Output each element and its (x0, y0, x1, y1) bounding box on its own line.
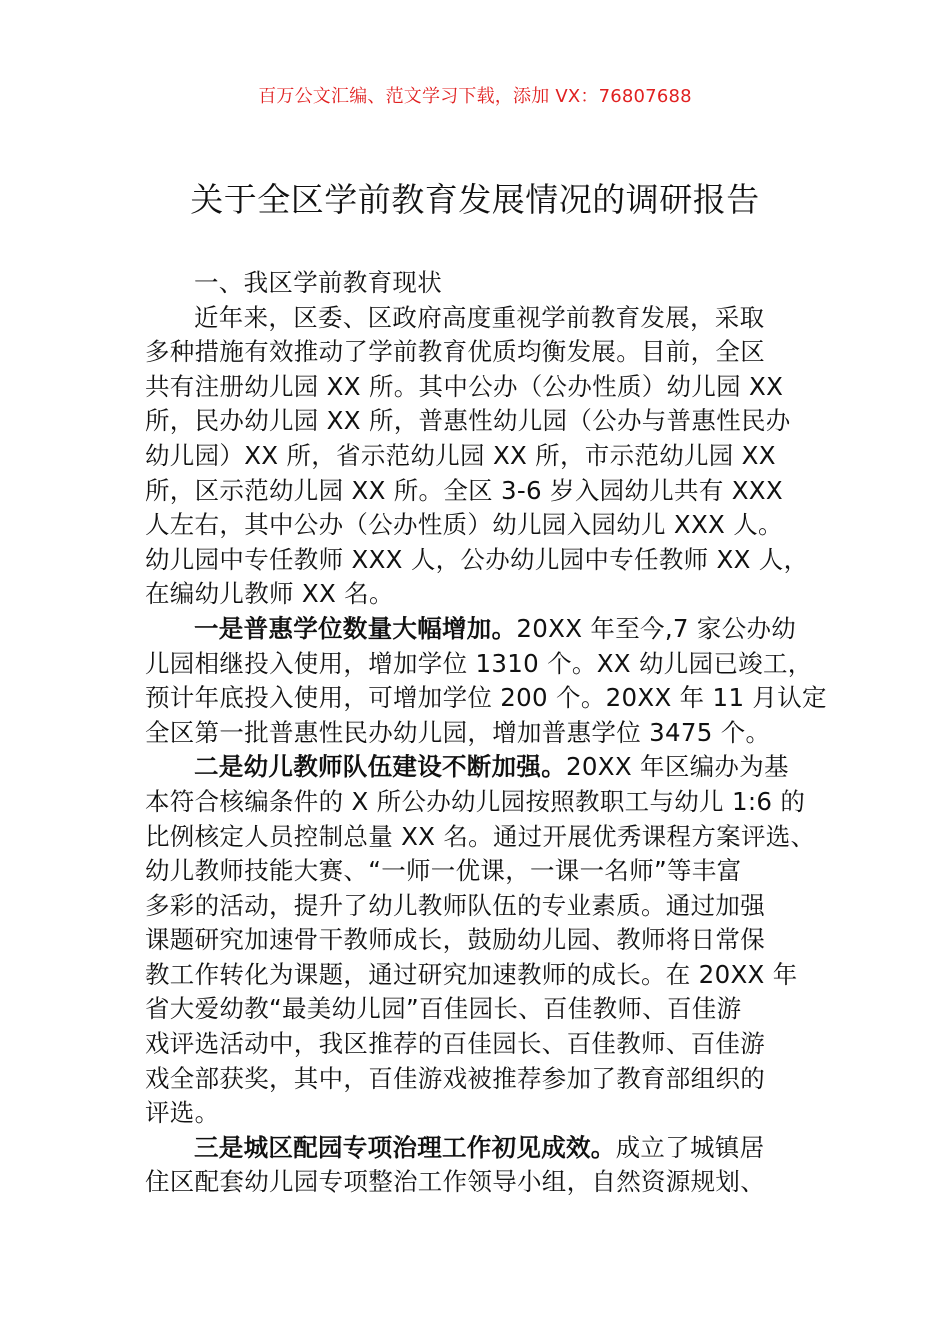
paragraph-line: 幼儿园）XX 所，省示范幼儿园 XX 所，市示范幼儿园 XX (145, 440, 776, 470)
paragraph-line: 近年来，区委、区政府高度重视学前教育发展，采取 (194, 302, 765, 332)
bold-lead: 三是城区配园专项治理工作初见成效。 (194, 1132, 616, 1162)
paragraph-line: 评选。 (145, 1098, 220, 1128)
paragraph-line: 戏全部获奖，其中，百佳游戏被推荐参加了教育部组织的 (145, 1063, 765, 1093)
lead-rest: 20XX 年至今,7 家公办幼 (516, 613, 797, 643)
document-title: 关于全区学前教育发展情况的调研报告 (190, 180, 760, 219)
paragraph-line: 共有注册幼儿园 XX 所。其中公办（公办性质）幼儿园 XX (145, 371, 784, 401)
paragraph-first-line (145, 1131, 817, 1166)
paragraph-line: 多种措施有效推动了学前教育优质均衡发展。目前，全区 (145, 337, 765, 367)
paragraph-line: 幼儿教师技能大赛、“一师一优课，一课一名师”等丰富 (145, 856, 742, 886)
paragraph-first-line (145, 612, 817, 647)
paragraph-line: 多彩的活动，提升了幼儿教师队伍的专业素质。通过加强 (145, 890, 765, 920)
paragraph-line: 人左右，其中公办（公办性质）幼儿园入园幼儿 XXX 人。 (145, 510, 783, 540)
paragraph-line: 戏评选活动中，我区推荐的百佳园长、百佳教师、百佳游 (145, 1029, 765, 1059)
paragraph-first-line (145, 750, 817, 785)
paragraph-line: 教工作转化为课题，通过研究加速教师的成长。在 20XX 年 (145, 959, 798, 989)
paragraph-line: 全区第一批普惠性民办幼儿园，增加普惠学位 3475 个。 (145, 717, 771, 747)
lead-rest: 20XX 年区编办为基 (566, 752, 789, 782)
lead-rest: 成立了城镇居 (615, 1132, 765, 1162)
paragraph-line: 预计年底投入使用，可增加学位 200 个。20XX 年 11 月认定 (145, 683, 827, 713)
watermark-banner: 百万公文汇编、范文学习下载，添加 VX：76807688 (258, 86, 692, 107)
paragraph-line: 省大爱幼教“最美幼儿园”百佳园长、百佳教师、百佳游 (145, 994, 742, 1024)
paragraph-line: 儿园相继投入使用，增加学位 1310 个。XX 幼儿园已竣工， (145, 648, 813, 678)
bold-lead: 一是普惠学位数量大幅增加。 (194, 613, 517, 643)
document-body (145, 266, 827, 1200)
paragraph-line: 住区配套幼儿园专项整治工作领导小组，自然资源规划、 (145, 1167, 765, 1197)
paragraph-line: 本符合核编条件的 X 所公办幼儿园按照教职工与幼儿 1:6 的 (145, 786, 806, 816)
paragraph-line: 所，区示范幼儿园 XX 所。全区 3-6 岁入园幼儿共有 XXX (145, 475, 783, 505)
paragraph-line: 比例核定人员控制总量 XX 名。通过开展优秀课程方案评选、 (145, 821, 816, 851)
section-heading: 一、我区学前教育现状 (194, 268, 442, 297)
paragraph-line: 课题研究加速骨干教师成长，鼓励幼儿园、教师将日常保 (145, 925, 765, 955)
paragraph-line: 在编幼儿教师 XX 名。 (145, 579, 394, 609)
paragraph-line: 所，民办幼儿园 XX 所，普惠性幼儿园（公办与普惠性民办 (145, 406, 791, 436)
bold-lead: 二是幼儿教师队伍建设不断加强。 (194, 752, 566, 782)
paragraph-line: 幼儿园中专任教师 XXX 人，公办幼儿园中专任教师 XX 人， (145, 544, 809, 574)
